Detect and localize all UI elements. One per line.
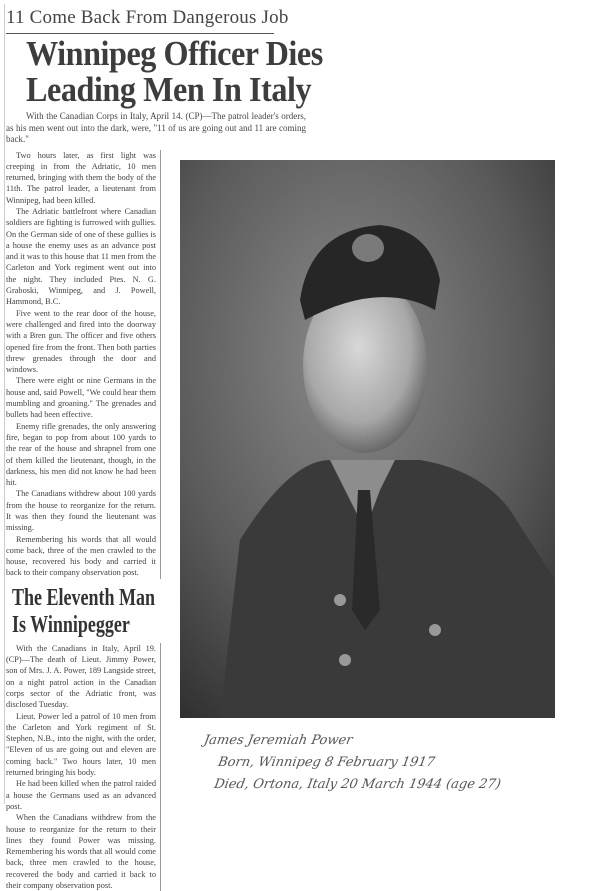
paragraph: The Adriatic battlefront where Canadian soldiers are fighting is furrowed with gullies. On the German side of one of these gullies is a house the enemy uses as an advance post and it was to this house that 11 men from the Carleton and York regiment went out into the night. They included Ptes. N. G. Graboski, Winnipeg, and J. Powell, Hammond, B.C.: [6, 206, 156, 307]
caption-died: Died, Ortona, Italy 20 March 1944 (age 27): [212, 777, 502, 792]
paragraph: Two hours later, as first light was creeping in from the Adriatic, 10 men returned, bringing with them the body of the 11th. The patrol leader, a lieutenant from Winnipeg, had been killed.: [6, 150, 156, 205]
paragraph: The Canadians withdrew about 100 yards from the house to reorganize for the return. It was then they found the lieutenant was missing.: [6, 489, 156, 533]
lead-text: With the Canadian Corps in Italy, April 14. (CP)—The patrol leader's orders, as his men went out into the dark, were, "11 of us are going out and 11 are coming back.": [6, 111, 306, 144]
second-article-column: [6, 643, 161, 891]
handwritten-caption: [194, 730, 510, 796]
portrait-photo: [180, 160, 555, 718]
paragraph: He had been killed when the patrol raided a house the Germans used as an advanced post.: [6, 779, 156, 811]
main-headline: [26, 36, 323, 108]
paragraph: There were eight or nine Germans in the house and, said Powell, "We could hear them mumbling and groaning." The grenades and bullets had been effective.: [6, 376, 156, 420]
article-column: [6, 150, 161, 579]
paragraph: Five went to the rear door of the house, were challenged and fired into the doorway with a Bren gun. The officer and five others opened fire from the front. Then both parties threw grenades through the door and windows.: [6, 308, 156, 375]
paragraph: With the Canadians in Italy, April 19. (CP)—The death of Lieut. Jimmy Power, son of Mrs. J. A. Power, 189 Langside street, on a night patrol action in the Canadian corps sector of the Adriatic front, was disclosed Tuesday.: [6, 643, 156, 710]
paragraph: Remembering his words that all would come back, three of the men crawled to the house, recovered his body and carried it back to their company observation post.: [6, 534, 156, 578]
headline-line: Winnipeg Officer Dies: [26, 34, 323, 73]
kicker-headline: 11 Come Back From Dangerous Job: [6, 7, 289, 28]
headline-line: Is Winnipegger: [12, 611, 130, 638]
second-headline: [12, 585, 155, 639]
paragraph: Lieut. Power led a patrol of 10 men from the Carleton and York regiment of St. Stephen, N.B., into the night, with the order, "Eleven of us are going out and eleven are coming back." Two hours later, 10 men returned bringing his body.: [6, 711, 156, 778]
headline-line: Leading Men In Italy: [26, 70, 312, 109]
headline-line: The Eleventh Man: [12, 584, 156, 611]
caption-name: James Jeremiah Power: [202, 733, 354, 748]
clipping-edge: [4, 4, 5, 804]
lead-paragraph: [6, 111, 306, 146]
paragraph: When the Canadians withdrew from the house to reorganize for the return to their lines they found Power was missing. Remembering his words that all would come back, three men crawled to the house, recovered the body and carried it back to their company observation post.: [6, 813, 156, 891]
paragraph: Enemy rifle grenades, the only answering fire, began to pop from about 100 yards to the rear of the house and shrapnel from one of them killed the lieutenant, though, in the darkness, his men did not know he had been hit.: [6, 421, 156, 488]
caption-born: Born, Winnipeg 8 February 1917: [216, 755, 437, 770]
